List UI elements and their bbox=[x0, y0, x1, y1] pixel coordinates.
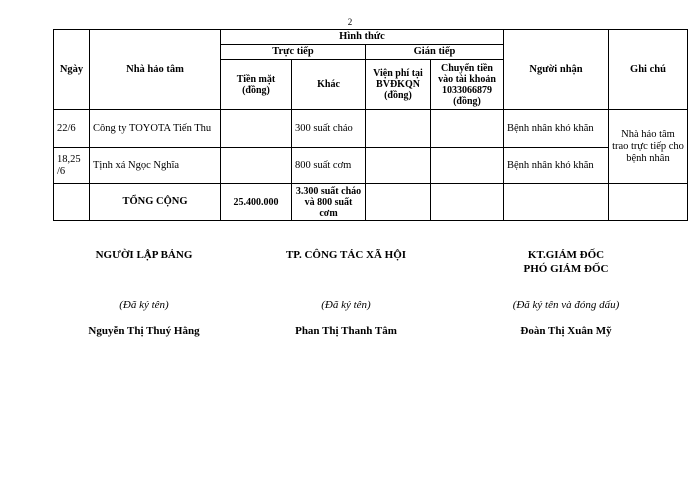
signature-note: (Đã ký tên) bbox=[119, 299, 169, 311]
total-empty-cell bbox=[366, 184, 431, 221]
signature-role: KT.GIÁM ĐỐC bbox=[527, 249, 605, 261]
row-date: 18,25 /6 bbox=[54, 148, 90, 184]
total-other: 3.300 suất cháo và 800 suất cơm bbox=[292, 184, 366, 221]
signature-role: TP. CÔNG TÁC XÃ HỘI bbox=[285, 249, 407, 261]
row-cash bbox=[221, 148, 292, 184]
row-transfer bbox=[431, 148, 504, 184]
signature-note: (Đã ký tên) bbox=[321, 299, 371, 311]
header-form: Hình thức bbox=[221, 30, 504, 45]
header-date: Ngày bbox=[54, 30, 90, 110]
total-row bbox=[54, 184, 688, 221]
header-indirect: Gián tiếp bbox=[366, 45, 504, 60]
signature-role-secondary: PHÓ GIÁM ĐỐC bbox=[523, 263, 609, 275]
table-row bbox=[54, 110, 688, 148]
signature-name: Phan Thị Thanh Tâm bbox=[295, 325, 397, 337]
shared-note: Nhà hảo tâm trao trực tiếp cho bệnh nhân bbox=[609, 110, 688, 184]
header-other: Khác bbox=[292, 60, 366, 110]
total-label: TỔNG CỘNG bbox=[90, 184, 221, 221]
page-number: 2 bbox=[347, 17, 353, 27]
header-recipient: Người nhận bbox=[504, 30, 609, 110]
row-hospital-fee bbox=[366, 110, 431, 148]
header-note: Ghi chú bbox=[609, 30, 688, 110]
header-transfer: Chuyển tiền vào tài khoản 1033066879 (đồng) bbox=[431, 60, 504, 110]
row-other: 800 suất cơm bbox=[292, 148, 366, 184]
row-recipient: Bệnh nhân khó khăn bbox=[504, 110, 609, 148]
total-empty-cell bbox=[504, 184, 609, 221]
header-hospital-fee: Viện phí tại BVĐKQN (đồng) bbox=[366, 60, 431, 110]
total-empty-cell bbox=[54, 184, 90, 221]
row-recipient: Bệnh nhân khó khăn bbox=[504, 148, 609, 184]
header-donor: Nhà hảo tâm bbox=[90, 30, 221, 110]
total-cash: 25.400.000 bbox=[221, 184, 292, 221]
header-direct: Trực tiếp bbox=[221, 45, 366, 60]
signature-note: (Đã ký tên và đóng dấu) bbox=[512, 299, 620, 311]
signature-block-social-work bbox=[226, 248, 466, 338]
row-other: 300 suất cháo bbox=[292, 110, 366, 148]
signature-block-director bbox=[446, 248, 686, 338]
row-transfer bbox=[431, 110, 504, 148]
table-row bbox=[54, 148, 688, 184]
row-hospital-fee bbox=[366, 148, 431, 184]
row-donor: Công ty TOYOTA Tiến Thu bbox=[90, 110, 221, 148]
row-donor: Tịnh xá Ngọc Nghĩa bbox=[90, 148, 221, 184]
donation-table bbox=[53, 29, 688, 221]
signature-role: NGƯỜI LẬP BẢNG bbox=[95, 249, 193, 261]
row-cash bbox=[221, 110, 292, 148]
signature-name: Nguyễn Thị Thuý Hằng bbox=[88, 325, 200, 337]
total-empty-cell bbox=[431, 184, 504, 221]
total-empty-cell bbox=[609, 184, 688, 221]
row-date: 22/6 bbox=[54, 110, 90, 148]
header-cash: Tiền mặt (đồng) bbox=[221, 60, 292, 110]
signature-name: Đoàn Thị Xuân Mỹ bbox=[520, 325, 612, 337]
